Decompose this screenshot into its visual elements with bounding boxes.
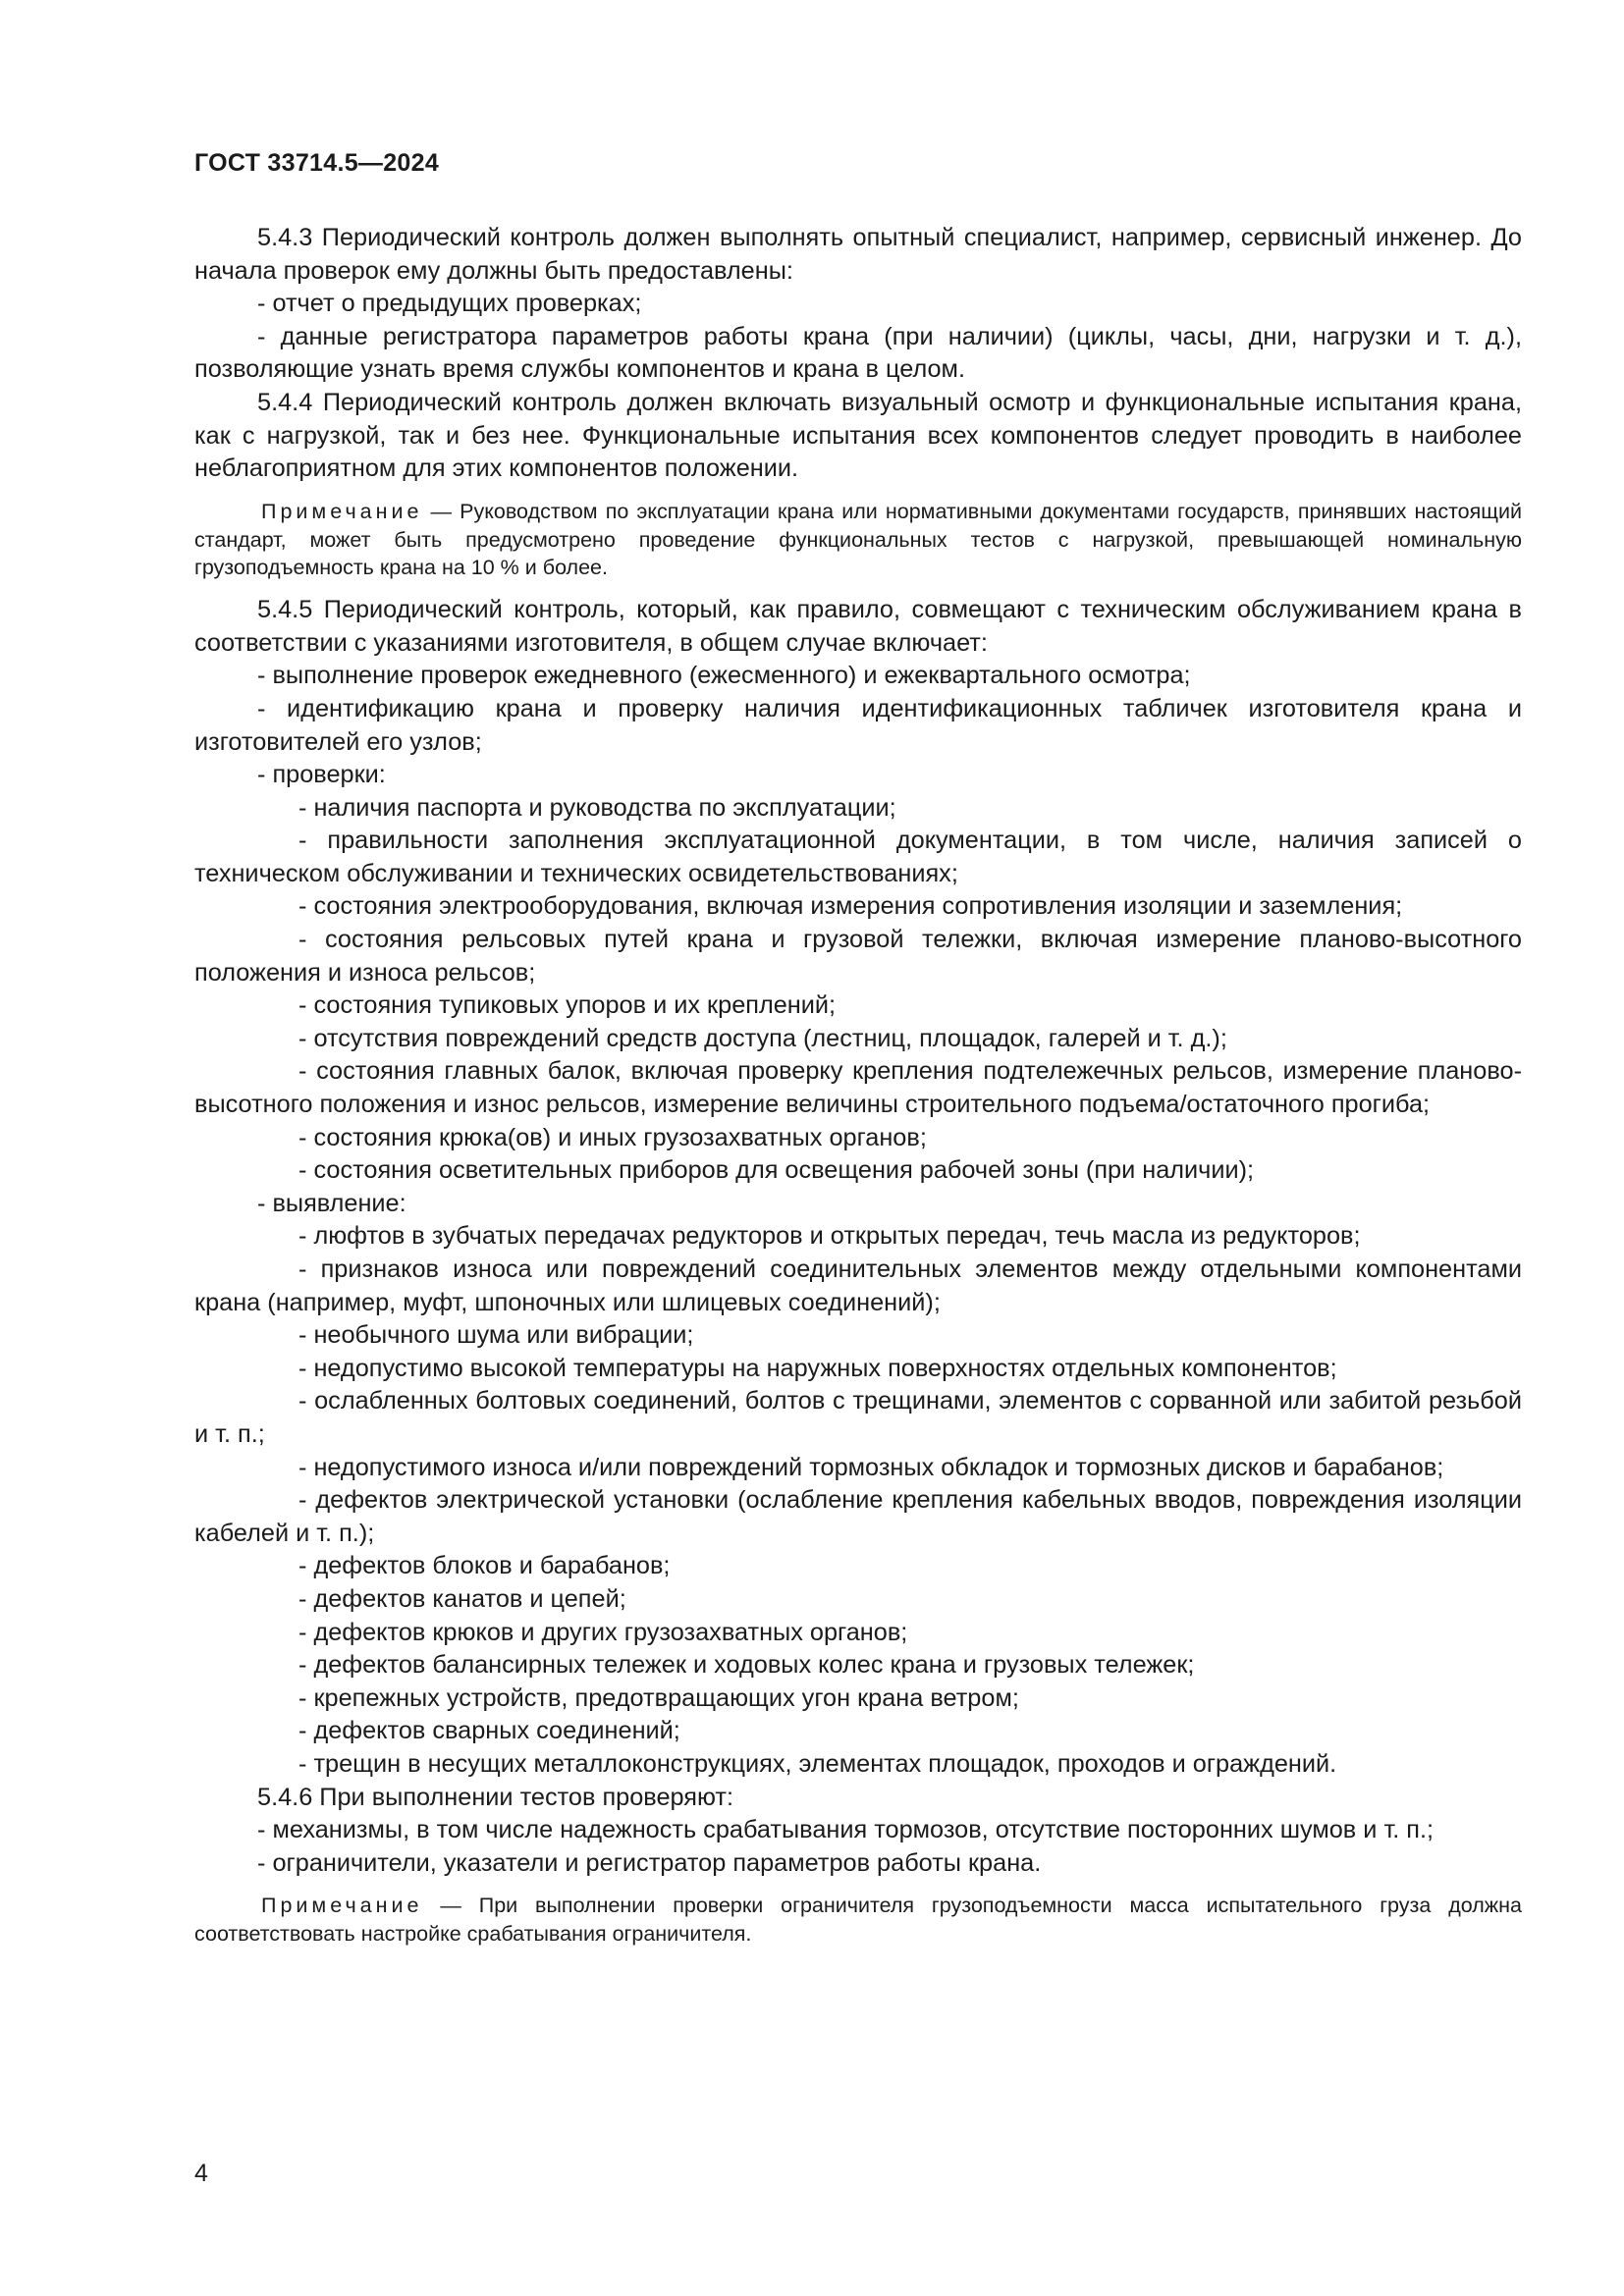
list-item: - ослабленных болтовых соединений, болтов с трещинами, элементов с сорванной или забитой резьбой и т. п.; (194, 1387, 1522, 1448)
list-item: - состояния главных балок, включая проверку крепления подтележечных рельсов, измерение планово-высотного положения и износ рельсов, измерение величины строительного подъема/остаточного прогиба; (194, 1057, 1522, 1119)
paragraph-5-4-5: 5.4.5 Периодический контроль, который, как правило, совмещают с техническим обслуживанием крана в соответствии с указаниями изготовителя, в общем случае включает: (194, 596, 1522, 657)
list-item: - выявление: (257, 1189, 406, 1217)
list-item: - дефектов электрической установки (ослабление крепления кабельных вводов, повреждения изоляции кабелей и т. п.); (194, 1486, 1522, 1547)
list-item: - люфтов в зубчатых передачах редукторов и открытых передач, течь масла из редукторов; (298, 1222, 1361, 1251)
note-label: Примечание (261, 1894, 423, 1918)
list-item: - отсутствия повреждений средств доступа (лестниц, площадок, галерей и т. д.); (298, 1024, 1227, 1052)
list-item: - недопустимо высокой температуры на наружных поверхностях отдельных компонентов; (298, 1354, 1337, 1382)
list-item: - дефектов блоков и барабанов; (298, 1552, 671, 1580)
list-item: - недопустимого износа и/или повреждений тормозных обкладок и тормозных дисков и барабанов; (298, 1453, 1444, 1481)
list-item: - механизмы, в том числе надежность срабатывания тормозов, отсутствие посторонних шумов и т. п.; (257, 1816, 1435, 1844)
document-body (194, 222, 1522, 1960)
list-item: - отчет о предыдущих проверках; (257, 290, 642, 318)
list-item: - проверки: (257, 761, 386, 789)
list-item: - данные регистратора параметров работы крана (при наличии) (циклы, часы, дни, нагрузки и т. д.), позволяющие узнать время службы компонентов и крана в целом. (194, 322, 1522, 384)
list-item: - ограничители, указатели и регистратор параметров работы крана. (257, 1848, 1042, 1877)
list-item: - правильности заполнения эксплуатационной документации, в том числе, наличия записей о техническом обслуживании и технических освидетельствованиях; (194, 827, 1522, 887)
note-1 (194, 498, 1522, 582)
list-item: - признаков износа или повреждений соединительных элементов между отдельными компонентами крана (например, муфт, шпоночных или шлицевых соединений); (194, 1255, 1522, 1316)
page-number: 4 (194, 2160, 208, 2187)
list-item: - состояния тупиковых упоров и их креплений; (298, 991, 837, 1020)
note-2 (194, 1892, 1522, 1949)
note-text: — Руководством по эксплуатации крана или нормативными документами государств, принявших настоящий стандарт, может быть предусмотрено проведение функциональных тестов с нагрузкой, превышающей номинальную грузоподъемность крана на 10 % и более. (194, 499, 1522, 580)
list-item: - крепежных устройств, предотвращающих угон крана ветром; (298, 1683, 1019, 1712)
paragraph-5-4-6: 5.4.6 При выполнении тестов проверяют: (257, 1783, 734, 1811)
list-item: - трещин в несущих металлоконструкциях, элементах площадок, проходов и ограждений. (298, 1749, 1337, 1778)
list-item: - состояния осветительных приборов для освещения рабочей зоны (при наличии); (298, 1156, 1255, 1185)
list-item: - состояния крюка(ов) и иных грузозахватных органов; (298, 1123, 927, 1151)
list-item: - дефектов канатов и цепей; (298, 1584, 626, 1613)
list-item: - дефектов крюков и других грузозахватных органов; (298, 1618, 908, 1646)
document-header: ГОСТ 33714.5—2024 (194, 149, 440, 177)
list-item: - идентификацию крана и проверку наличия идентификационных табличек изготовителя крана и изготовителей его узлов; (194, 694, 1522, 756)
list-item: - состояния рельсовых путей крана и грузовой тележки, включая измерение планово-высотного положения и износа рельсов; (194, 926, 1522, 987)
note-text: — При выполнении проверки ограничителя грузоподъемности масса испытательного груза должна соответствовать настройке срабатывания ограничителя. (194, 1894, 1522, 1947)
list-item: - дефектов сварных соединений; (298, 1717, 680, 1745)
list-item: - наличия паспорта и руководства по эксплуатации; (298, 793, 896, 822)
list-item: - выполнение проверок ежедневного (ежесменного) и ежеквартального осмотра; (257, 662, 1191, 690)
paragraph-5-4-3: 5.4.3 Периодический контроль должен выполнять опытный специалист, например, сервисный инженер. До начала проверок ему должны быть предоставлены: (194, 224, 1522, 285)
paragraph-5-4-4: 5.4.4 Периодический контроль должен включать визуальный осмотр и функциональные испытания крана, как с нагрузкой, так и без нее. Функциональные испытания всех компонентов следует проводить в наиболее неблагоприятном для этих компонентов положении. (194, 388, 1522, 483)
note-label: Примечание (261, 499, 423, 523)
list-item: - дефектов балансирных тележек и ходовых колес крана и грузовых тележек; (298, 1651, 1195, 1680)
list-item: - состояния электрооборудования, включая измерения сопротивления изоляции и заземления; (298, 892, 1403, 921)
list-item: - необычного шума или вибрации; (298, 1321, 694, 1350)
